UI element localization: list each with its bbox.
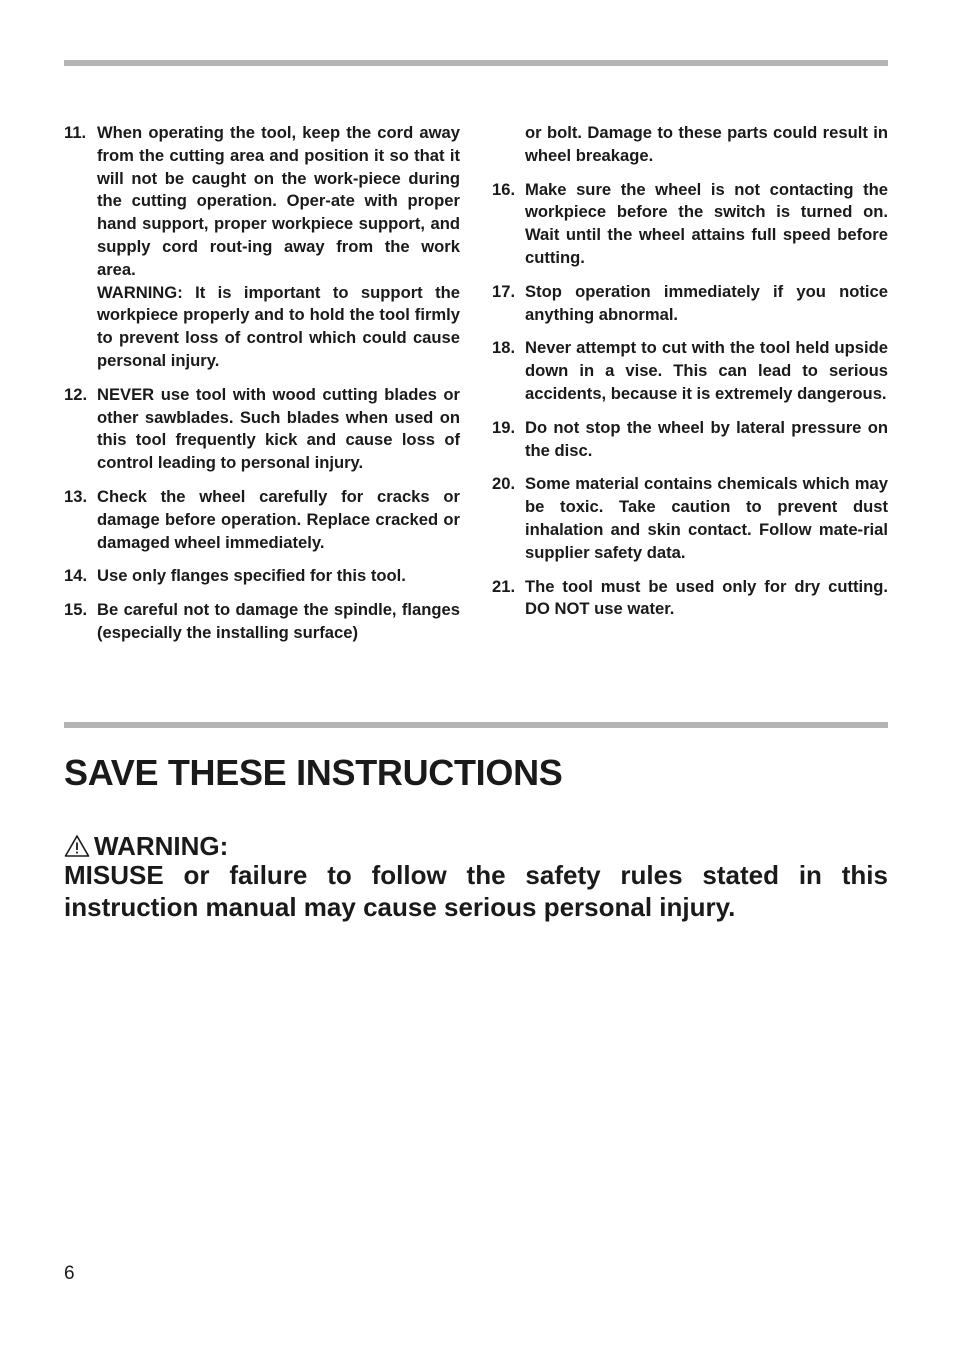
item-text: When operating the tool, keep the cord away from the cutting area and position it so that it will not be caught on the work-piece during the cutting operation. Oper-ate with proper hand support, proper workpiece support, and supply cord rout-ing away from the work area. — [97, 123, 460, 279]
item-text: Do not stop the wheel by lateral pressure on the disc. — [525, 417, 888, 460]
list-item-20 — [492, 473, 888, 564]
item-text: Stop operation immediately if you notice anything abnormal. — [525, 281, 888, 324]
left-column — [64, 122, 460, 656]
item-text: or bolt. Damage to these parts could result in wheel breakage. — [525, 123, 888, 165]
warning-heading — [64, 830, 228, 862]
section-divider — [64, 722, 888, 728]
item-text: Be careful not to damage the spindle, flanges (especially the installing surface) — [97, 600, 460, 642]
list-item-17 — [492, 281, 888, 327]
item-text: Check the wheel carefully for cracks or damage before operation. Replace cracked or damaged wheel immediately. — [97, 486, 460, 552]
item-number: 19. — [492, 417, 516, 437]
list-item-12 — [64, 384, 460, 475]
item-text: Never attempt to cut with the tool held upside down in a vise. This can lead to serious accidents, because it is extremely dangerous. — [525, 338, 888, 403]
item-number: 21. — [492, 576, 516, 596]
list-item-21 — [492, 576, 888, 622]
page-number: 6 — [64, 1263, 75, 1284]
list-item-18 — [492, 337, 888, 405]
list-item-11 — [64, 122, 460, 373]
list-item-15-continuation — [492, 122, 888, 168]
warning-text: MISUSE or failure to follow the safety rules stated in this instruction manual may cause serious personal injury. — [64, 860, 888, 922]
item-number: 16. — [492, 179, 516, 199]
item-warning-text: WARNING: It is important to support the workpiece properly and to hold the tool firmly to prevent loss of control which could cause personal injury. — [97, 282, 460, 370]
item-number: 14. — [64, 566, 88, 586]
list-item-15 — [64, 599, 460, 645]
list-item-14 — [64, 565, 460, 588]
save-instructions-title: SAVE THESE INSTRUCTIONS — [64, 752, 563, 793]
item-number: 20. — [492, 474, 516, 494]
list-item-13 — [64, 486, 460, 554]
item-number: 17. — [492, 281, 516, 301]
item-number: 13. — [64, 486, 88, 506]
item-number: 18. — [492, 338, 516, 358]
warning-triangle-icon — [64, 834, 90, 858]
right-column — [492, 122, 888, 632]
warning-label: WARNING: — [94, 831, 229, 861]
item-number: 11. — [64, 123, 87, 142]
item-text: Use only flanges specified for this tool. — [97, 566, 406, 586]
item-text: NEVER use tool with wood cutting blades or other sawblades. Such blades when used on this tool frequently kick and cause loss of control leading to personal injury. — [97, 384, 460, 473]
list-item-19 — [492, 417, 888, 463]
item-text: The tool must be used only for dry cutting. DO NOT use water. — [525, 576, 888, 619]
list-item-16 — [492, 179, 888, 270]
top-divider — [64, 60, 888, 66]
item-number: 15. — [64, 600, 88, 620]
item-text: Make sure the wheel is not contacting the workpiece before the switch is turned on. Wait until the wheel attains full speed before cutting. — [525, 179, 888, 267]
item-text: Some material contains chemicals which may be toxic. Take caution to prevent dust inhalation and skin contact. Follow mate-rial supplier safety data. — [525, 474, 888, 562]
item-number: 12. — [64, 384, 88, 404]
